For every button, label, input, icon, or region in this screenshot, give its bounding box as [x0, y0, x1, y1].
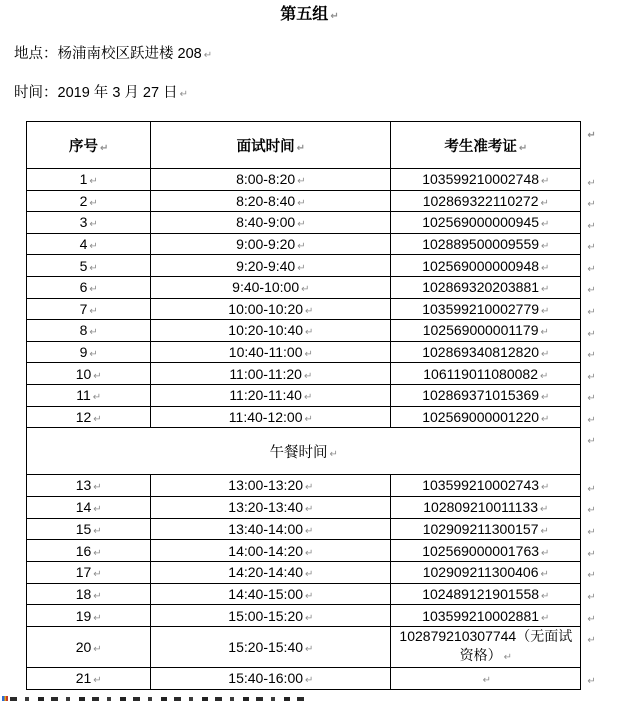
paragraph-mark-icon: ↵	[303, 370, 313, 382]
cell-time	[151, 233, 391, 255]
table-row	[27, 190, 605, 212]
paragraph-mark-icon: ↵	[587, 527, 596, 538]
row-end-mark	[581, 212, 605, 234]
cell-ticket	[391, 583, 581, 605]
paragraph-mark-icon: ↵	[305, 675, 314, 687]
row-end-mark	[581, 496, 605, 518]
paragraph-mark-icon: ↵	[93, 569, 102, 581]
clipped-footer-text-line	[2, 694, 305, 703]
paragraph-mark-icon: ↵	[305, 643, 314, 655]
paragraph-mark-icon: ↵	[587, 220, 596, 232]
row-end-mark	[581, 540, 605, 562]
cell-text: 11:20-11:40	[229, 387, 302, 404]
paragraph-mark-icon: ↵	[93, 590, 102, 602]
row-end-mark	[581, 341, 605, 363]
cell-text: 102569000001220	[422, 408, 540, 425]
cell-text: 102569000000948	[422, 257, 540, 274]
cell-time	[151, 561, 391, 583]
row-end-mark	[581, 190, 605, 212]
paragraph-mark-icon: ↵	[541, 413, 550, 425]
cell-no	[27, 518, 151, 540]
row-end-mark	[581, 518, 605, 540]
cell-text: 11	[76, 387, 91, 404]
table-row	[27, 496, 605, 518]
page-title	[14, 6, 605, 26]
cell-time	[151, 605, 391, 627]
cell-text: 10	[75, 365, 92, 382]
cell-text: 9:40-10:00	[232, 279, 300, 296]
table-row	[27, 320, 605, 342]
paragraph-mark-icon: ↵	[541, 284, 550, 296]
paragraph-mark-icon: ↵	[93, 413, 102, 425]
table-row	[27, 233, 605, 255]
page-title-text: 第五组	[280, 6, 329, 23]
table-row	[27, 561, 605, 583]
row-end-mark	[581, 169, 605, 191]
paragraph-mark-icon: ↵	[539, 370, 549, 382]
row-end-mark	[581, 384, 605, 406]
cell-time	[151, 298, 391, 320]
paragraph-mark-icon: ↵	[540, 569, 549, 581]
paragraph-mark-icon: ↵	[587, 371, 596, 383]
cell-no	[27, 626, 151, 667]
table-row	[27, 212, 605, 234]
cell-text: 21	[75, 670, 92, 687]
paragraph-mark-icon: ↵	[89, 197, 98, 209]
cell-text: 102879210307744（无面试资格）	[399, 627, 573, 663]
row-end-mark	[581, 561, 605, 583]
cell-text: 10:40-11:00	[228, 344, 303, 361]
paragraph-mark-icon: ↵	[305, 525, 314, 537]
paragraph-mark-icon: ↵	[518, 142, 528, 154]
location-line	[14, 47, 605, 63]
paragraph-mark-icon: ↵	[587, 613, 596, 625]
cell-no	[27, 605, 151, 627]
cell-ticket	[391, 190, 581, 212]
cell-no	[27, 540, 151, 562]
clipped-colored-glyph	[2, 696, 8, 701]
cell-text: 10:00-10:20	[228, 300, 304, 317]
cell-text: 15	[75, 520, 92, 537]
paragraph-mark-icon: ↵	[587, 548, 596, 560]
cell-time	[151, 276, 391, 298]
cell-text: 103599210002779	[422, 300, 540, 317]
cell-text: 102909211300157	[422, 520, 539, 537]
paragraph-mark-icon: ↵	[482, 675, 492, 687]
row-end-mark	[581, 276, 605, 298]
cell-text: 103599210002748	[422, 171, 540, 188]
paragraph-mark-icon: ↵	[305, 482, 314, 494]
cell-text: 9	[79, 344, 88, 361]
location-text: 地点：杨浦南校区跃进楼 208	[14, 46, 202, 62]
paragraph-mark-icon: ↵	[587, 242, 596, 254]
morning-rows	[27, 169, 605, 428]
paragraph-mark-icon: ↵	[587, 350, 596, 362]
row-end-mark	[581, 583, 605, 605]
paragraph-mark-icon: ↵	[587, 505, 596, 517]
cell-text: 11:40-12:00	[228, 408, 303, 425]
cell-ticket	[391, 605, 581, 627]
paragraph-mark-icon: ↵	[587, 285, 596, 297]
cell-text: 16	[75, 542, 92, 559]
paragraph-mark-icon: ↵	[587, 592, 596, 604]
paragraph-mark-icon: ↵	[89, 305, 98, 317]
cell-ticket	[391, 212, 581, 234]
row-end-mark	[581, 475, 605, 497]
paragraph-mark-icon: ↵	[541, 305, 550, 317]
cell-text: 15:20-15:40	[228, 638, 304, 655]
lunch-break-cell: 午餐时间 ↵	[27, 428, 581, 475]
cell-no	[27, 255, 151, 277]
paragraph-mark-icon: ↵	[100, 142, 109, 154]
row-end-mark	[581, 605, 605, 627]
cell-time	[151, 320, 391, 342]
cell-text: 102569000000945	[422, 214, 540, 231]
cell-ticket	[391, 475, 581, 497]
col-header-time: 面试时间 ↵	[151, 122, 391, 169]
paragraph-mark-icon: ↵	[297, 219, 306, 231]
paragraph-mark-icon: ↵	[93, 643, 102, 655]
paragraph-mark-icon: ↵	[587, 570, 596, 582]
paragraph-mark-icon: ↵	[297, 241, 306, 253]
paragraph-mark-icon: ↵	[301, 284, 310, 296]
cell-no	[27, 475, 151, 497]
paragraph-mark-icon: ↵	[540, 327, 549, 339]
table-row	[27, 540, 605, 562]
cell-text: 13:40-14:00	[228, 520, 304, 537]
paragraph-mark-icon: ↵	[587, 129, 596, 141]
table-row	[27, 518, 605, 540]
cell-text: 19	[75, 607, 92, 624]
cell-no	[27, 496, 151, 518]
table-row	[27, 406, 605, 428]
paragraph-mark-icon: ↵	[305, 612, 314, 624]
paragraph-mark-icon: ↵	[89, 219, 98, 231]
paragraph-mark-icon: ↵	[93, 482, 102, 494]
paragraph-mark-icon: ↵	[89, 262, 98, 274]
paragraph-mark-icon: ↵	[305, 305, 314, 317]
cell-text: 102869340812820	[422, 344, 540, 361]
cell-no	[27, 233, 151, 255]
cell-no	[27, 363, 151, 385]
cell-text: 102909211300406	[422, 564, 539, 581]
paragraph-mark-icon: ↵	[305, 547, 314, 559]
paragraph-mark-icon: ↵	[297, 262, 306, 274]
paragraph-mark-icon: ↵	[305, 327, 314, 339]
paragraph-mark-icon: ↵	[89, 176, 98, 188]
cell-text: 8:40-9:00	[236, 214, 296, 231]
paragraph-mark-icon: ↵	[93, 612, 102, 624]
cell-text: 13:00-13:20	[228, 477, 304, 494]
paragraph-mark-icon: ↵	[93, 675, 102, 687]
clipped-glyph-tops	[10, 697, 305, 701]
paragraph-mark-icon: ↵	[330, 11, 339, 22]
table-row	[27, 341, 605, 363]
cell-time	[151, 406, 391, 428]
cell-text: 102869371015369	[422, 387, 540, 404]
cell-text: 14:20-14:40	[228, 564, 304, 581]
paragraph-mark-icon: ↵	[587, 483, 596, 495]
paragraph-mark-icon: ↵	[541, 392, 550, 404]
table-row	[27, 583, 605, 605]
cell-no	[27, 276, 151, 298]
table-row	[27, 255, 605, 277]
cell-ticket	[391, 341, 581, 363]
cell-time	[151, 518, 391, 540]
cell-time	[151, 475, 391, 497]
cell-text: 18	[75, 585, 92, 602]
row-end-mark	[581, 255, 605, 277]
row-end-mark	[581, 298, 605, 320]
paragraph-mark-icon: ↵	[541, 482, 550, 494]
cell-text: 103599210002881	[422, 607, 540, 624]
table-row	[27, 384, 605, 406]
row-end-mark	[581, 406, 605, 428]
paragraph-mark-icon: ↵	[587, 199, 596, 211]
cell-text: 7	[79, 300, 88, 317]
cell-text: 5	[79, 257, 88, 274]
cell-ticket	[391, 667, 581, 689]
table-row	[27, 298, 605, 320]
cell-time	[151, 496, 391, 518]
cell-time	[151, 341, 391, 363]
table-row	[27, 605, 605, 627]
cell-no	[27, 190, 151, 212]
date-line	[14, 86, 605, 102]
paragraph-mark-icon: ↵	[587, 263, 596, 275]
cell-text: 15:00-15:20	[228, 607, 304, 624]
row-end-mark	[581, 233, 605, 255]
paragraph-mark-icon: ↵	[203, 50, 213, 61]
cell-text: 102809210011133	[423, 499, 538, 516]
cell-text: 13:20-13:40	[228, 499, 304, 516]
paragraph-mark-icon: ↵	[89, 284, 98, 296]
table-row	[27, 276, 605, 298]
cell-no	[27, 169, 151, 191]
cell-text: 11:00-11:20	[229, 365, 302, 382]
cell-text: 20	[75, 638, 92, 655]
cell-text: 4	[79, 236, 88, 253]
afternoon-rows	[27, 475, 605, 690]
cell-ticket	[391, 561, 581, 583]
paragraph-mark-icon: ↵	[541, 612, 550, 624]
paragraph-mark-icon: ↵	[303, 392, 313, 404]
paragraph-mark-icon: ↵	[541, 241, 550, 253]
cell-ticket	[391, 276, 581, 298]
paragraph-mark-icon: ↵	[541, 262, 550, 274]
cell-text: 102489121901558	[422, 585, 540, 602]
paragraph-mark-icon: ↵	[539, 504, 549, 516]
row-end-mark	[581, 667, 605, 689]
cell-ticket	[391, 496, 581, 518]
cell-text: 8:00-8:20	[236, 171, 296, 188]
cell-time	[151, 384, 391, 406]
cell-text: 12	[75, 408, 92, 425]
paragraph-mark-icon: ↵	[93, 525, 102, 537]
cell-ticket	[391, 255, 581, 277]
cell-no	[27, 212, 151, 234]
cell-text: 9:00-9:20	[236, 236, 296, 253]
cell-ticket	[391, 233, 581, 255]
table-row	[27, 626, 605, 667]
cell-ticket	[391, 363, 581, 385]
table-row	[27, 169, 605, 191]
cell-no	[27, 667, 151, 689]
cell-ticket	[391, 518, 581, 540]
paragraph-mark-icon: ↵	[587, 307, 596, 319]
cell-text: 103599210002743	[422, 477, 540, 494]
paragraph-mark-icon: ↵	[587, 676, 596, 688]
row-end-mark	[581, 320, 605, 342]
cell-ticket	[391, 540, 581, 562]
paragraph-mark-icon: ↵	[305, 590, 314, 602]
table-row	[27, 475, 605, 497]
cell-text: 102889500009559	[422, 236, 540, 253]
paragraph-mark-icon: ↵	[92, 392, 102, 404]
paragraph-mark-icon: ↵	[587, 177, 596, 189]
cell-time	[151, 190, 391, 212]
cell-no	[27, 561, 151, 583]
cell-text: 17	[75, 564, 92, 581]
cell-text: 102869320203881	[422, 279, 540, 296]
paragraph-mark-icon: ↵	[179, 89, 188, 100]
interview-schedule-table	[26, 121, 605, 690]
paragraph-mark-icon: ↵	[89, 349, 98, 361]
cell-text: 9:20-9:40	[236, 257, 296, 274]
cell-text: 15:40-16:00	[228, 670, 304, 687]
cell-time	[151, 363, 391, 385]
paragraph-mark-icon: ↵	[329, 448, 338, 460]
cell-ticket	[391, 298, 581, 320]
paragraph-mark-icon: ↵	[587, 328, 596, 340]
paragraph-mark-icon: ↵	[89, 241, 98, 253]
paragraph-mark-icon: ↵	[305, 504, 314, 516]
paragraph-mark-icon: ↵	[587, 415, 596, 427]
cell-no	[27, 406, 151, 428]
paragraph-mark-icon: ↵	[503, 651, 513, 663]
cell-text: 102869322110272	[422, 192, 539, 209]
cell-text: 14:40-15:00	[228, 585, 304, 602]
paragraph-mark-icon: ↵	[296, 142, 306, 154]
row-end-mark	[581, 428, 605, 475]
cell-no	[27, 298, 151, 320]
paragraph-mark-icon: ↵	[540, 525, 549, 537]
cell-time	[151, 255, 391, 277]
cell-text: 6	[79, 279, 88, 296]
cell-time	[151, 626, 391, 667]
paragraph-mark-icon: ↵	[304, 349, 313, 361]
col-header-no: 序号 ↵	[27, 122, 151, 169]
cell-text: 102569000001763	[422, 542, 540, 559]
row-end-mark	[581, 122, 605, 169]
cell-text: 102569000001179	[422, 322, 539, 339]
paragraph-mark-icon: ↵	[541, 219, 550, 231]
cell-time	[151, 667, 391, 689]
cell-time	[151, 583, 391, 605]
paragraph-mark-icon: ↵	[297, 176, 306, 188]
cell-no	[27, 341, 151, 363]
row-end-mark	[581, 363, 605, 385]
paragraph-mark-icon: ↵	[304, 413, 313, 425]
paragraph-mark-icon: ↵	[541, 547, 550, 559]
paragraph-mark-icon: ↵	[297, 197, 306, 209]
cell-text: 1	[79, 171, 88, 188]
paragraph-mark-icon: ↵	[541, 590, 550, 602]
paragraph-mark-icon: ↵	[93, 547, 102, 559]
cell-ticket	[391, 320, 581, 342]
paragraph-mark-icon: ↵	[541, 349, 550, 361]
paragraph-mark-icon: ↵	[587, 393, 596, 405]
cell-no	[27, 583, 151, 605]
paragraph-mark-icon: ↵	[89, 327, 98, 339]
cell-text: 8	[79, 322, 88, 339]
paragraph-mark-icon: ↵	[93, 504, 102, 516]
paragraph-mark-icon: ↵	[93, 370, 102, 382]
cell-text: 14:00-14:20	[228, 542, 304, 559]
cell-text: 106119011080082	[423, 365, 538, 382]
col-header-ticket: 考生准考证 ↵	[391, 122, 581, 169]
paragraph-mark-icon: ↵	[587, 635, 596, 647]
cell-ticket	[391, 406, 581, 428]
cell-text: 14	[75, 499, 92, 516]
paragraph-mark-icon: ↵	[540, 197, 549, 209]
cell-time	[151, 212, 391, 234]
cell-text: 3	[79, 214, 88, 231]
cell-text: 8:20-8:40	[236, 192, 296, 209]
table-row	[27, 363, 605, 385]
paragraph-mark-icon: ↵	[587, 435, 596, 447]
paragraph-mark-icon: ↵	[305, 569, 314, 581]
lunch-break-row	[27, 428, 605, 475]
cell-time	[151, 540, 391, 562]
cell-text: 13	[75, 477, 92, 494]
date-text: 时间：2019 年 3 月 27 日	[14, 85, 178, 101]
row-end-mark	[581, 626, 605, 667]
cell-ticket	[391, 169, 581, 191]
cell-no	[27, 384, 151, 406]
cell-ticket	[391, 626, 581, 667]
paragraph-mark-icon: ↵	[541, 176, 550, 188]
cell-text: 10:20-10:40	[228, 322, 304, 339]
cell-no	[27, 320, 151, 342]
cell-time	[151, 169, 391, 191]
cell-ticket	[391, 384, 581, 406]
cell-text: 2	[79, 192, 88, 209]
header-row	[27, 122, 605, 169]
table-row	[27, 667, 605, 689]
